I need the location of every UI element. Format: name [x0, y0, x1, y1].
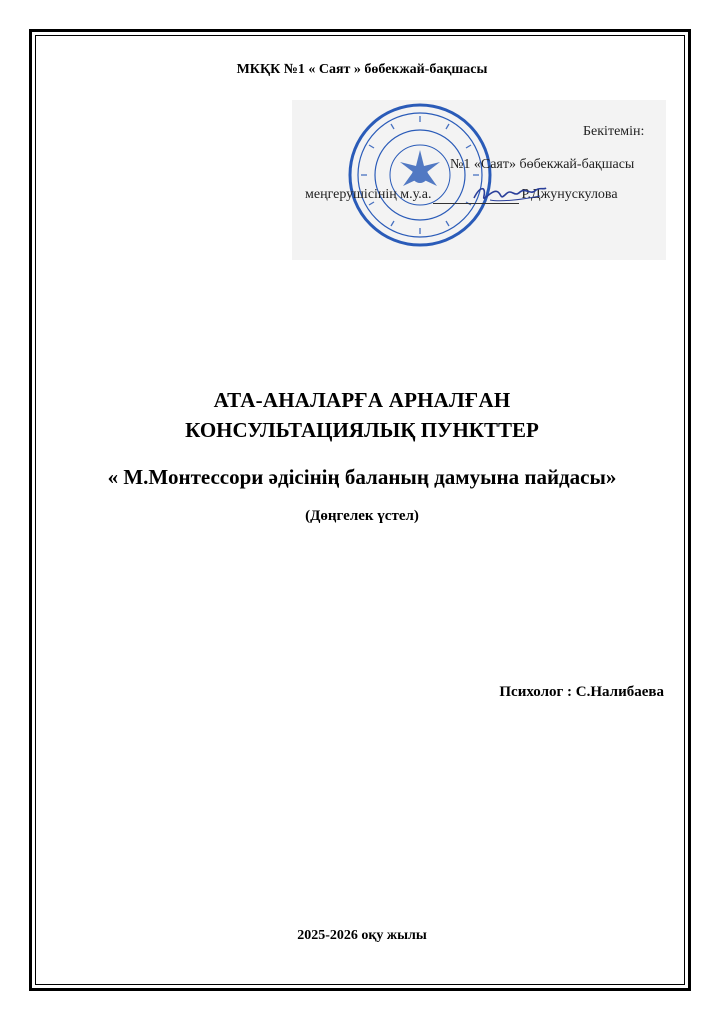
approval-role: меңгерушісінің м.у.а. — [305, 187, 432, 202]
approval-label: Бекітемін: — [583, 124, 645, 139]
official-seal-stamp — [345, 100, 495, 250]
document-title-line2: КОНСУЛЬТАЦИЯЛЫҚ ПУНКТТЕР — [185, 418, 539, 442]
document-title-line1: АТА-АНАЛАРҒА АРНАЛҒАН — [213, 388, 511, 412]
approval-name: Р.Джунускулова — [521, 187, 618, 202]
author-line: Психолог : С.Налибаева — [499, 684, 664, 700]
organization-header: МКҚК №1 « Саят » бөбекжай-бақшасы — [236, 62, 488, 77]
academic-year: 2025-2026 оқу жылы — [297, 928, 427, 943]
approval-institution: №1 «Саят» бөбекжай-бақшасы — [450, 157, 635, 172]
document-subtitle: « М.Монтессори әдісінің баланың дамуына пайдасы» — [107, 465, 617, 489]
handwritten-signature — [470, 178, 550, 208]
approval-signature-line — [305, 187, 618, 204]
event-format: (Дөңгелек үстел) — [305, 508, 419, 524]
